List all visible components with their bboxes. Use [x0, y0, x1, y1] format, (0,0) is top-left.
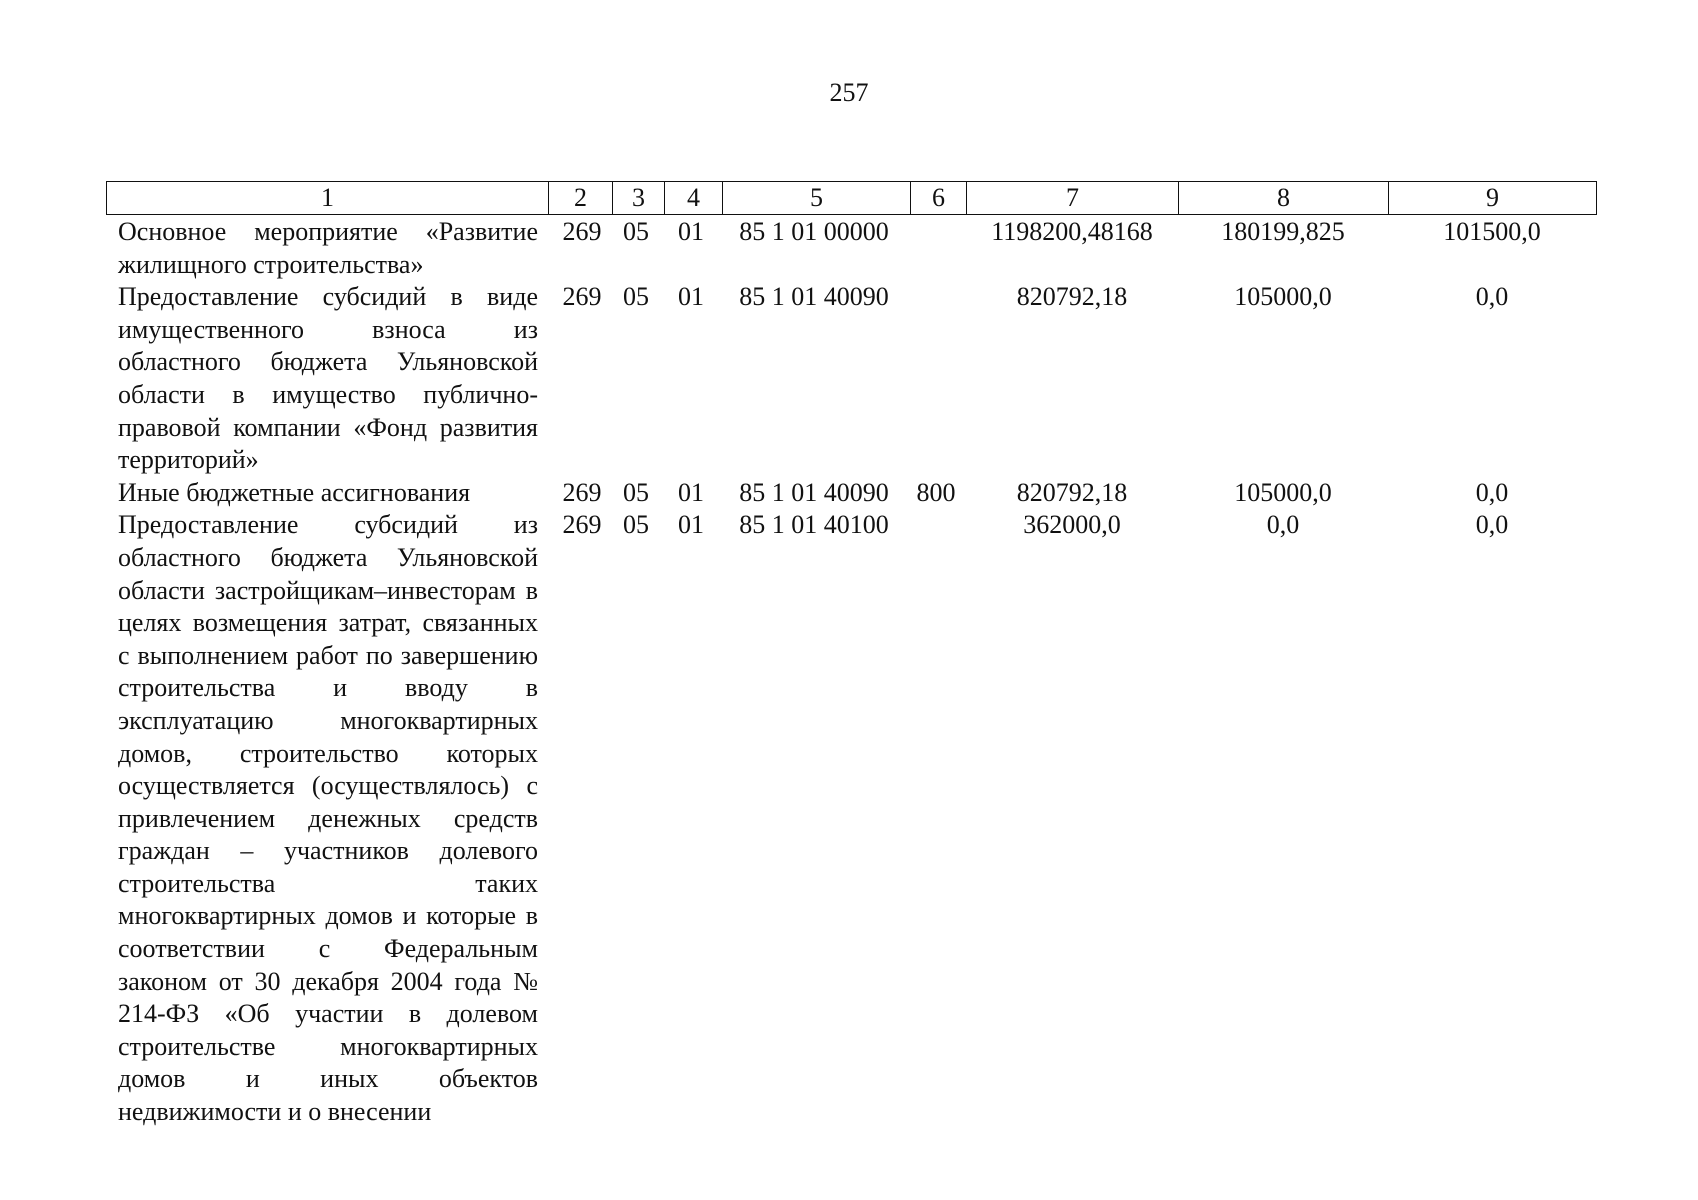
table-row	[106, 216, 1596, 281]
cell-subsection: 01	[678, 282, 704, 312]
cell-target-code: 85 1 01 40090	[739, 282, 889, 312]
cell-ministry-code: 269	[562, 217, 602, 246]
cell-ministry-code: 269	[562, 282, 602, 312]
column-header: 2	[549, 182, 613, 215]
cell-ministry-code: 269	[562, 477, 602, 507]
cell-amount-col8: 105000,0	[1234, 477, 1332, 507]
column-header: 4	[665, 182, 723, 215]
cell-amount-col9: 101500,0	[1443, 217, 1541, 246]
column-header: 5	[723, 182, 911, 215]
cell-amount-col7: 362000,0	[1023, 510, 1121, 540]
cell-amount-col9: 0,0	[1475, 477, 1509, 507]
cell-target-code: 85 1 01 40090	[739, 477, 889, 507]
table-row	[106, 281, 1596, 477]
cell-section: 05	[623, 217, 649, 246]
table-row	[106, 477, 1596, 510]
cell-expense-type: 800	[916, 477, 956, 507]
column-number-header	[106, 181, 1597, 215]
cell-section: 05	[623, 510, 649, 540]
cell-subsection: 01	[678, 477, 704, 507]
cell-amount-col8: 180199,825	[1221, 217, 1345, 246]
column-header: 7	[967, 182, 1179, 215]
cell-target-code: 85 1 01 00000	[739, 217, 889, 246]
cell-amount-col7: 820792,18	[1016, 477, 1128, 507]
column-header: 3	[613, 182, 665, 215]
row-description: Иные бюджетные ассигнования	[118, 477, 471, 507]
row-description: Предоставление субсидий из областного бюджета Ульяновской области застройщикам–инвесторам в целях возмещения затрат, связанных с выполнением работ по завершению строительства и вводу в эксплуатацию многоквартирных домов, строительство которых осуществляется (осуществлялось) с привлечением денежных средств граждан – участников долевого строительства таких многоквартирных домов и которые в соответствии с Федеральным законом от 30 декабря 2004 года № 214-ФЗ «Об участии в долевом строительстве многоквартирных домов и иных объектов недвижимости и о внесении	[118, 510, 538, 1127]
column-header: 8	[1179, 182, 1389, 215]
cell-subsection: 01	[678, 217, 704, 246]
column-header: 6	[911, 182, 967, 215]
cell-section: 05	[623, 282, 649, 312]
cell-amount-col7: 1198200,48168	[991, 217, 1153, 246]
cell-amount-col8: 105000,0	[1234, 282, 1332, 312]
budget-table-body	[106, 216, 1596, 1129]
cell-target-code: 85 1 01 40100	[739, 510, 889, 540]
cell-amount-col7: 820792,18	[1016, 282, 1128, 312]
cell-amount-col8: 0,0	[1266, 510, 1300, 540]
row-description: Основное мероприятие «Развитие жилищного строительства»	[118, 217, 538, 279]
column-header: 1	[107, 182, 549, 215]
cell-section: 05	[623, 477, 649, 507]
cell-amount-col9: 0,0	[1475, 282, 1509, 312]
row-description: Предоставление субсидий в виде имущественного взноса из областного бюджета Ульяновской области в имущество публично-правовой компании «Фонд развития территорий»	[118, 282, 538, 475]
page-number: 257	[829, 78, 869, 107]
table-row	[106, 509, 1596, 1128]
cell-amount-col9: 0,0	[1475, 510, 1509, 540]
column-header: 9	[1389, 182, 1597, 215]
cell-ministry-code: 269	[562, 510, 602, 540]
cell-subsection: 01	[678, 510, 704, 540]
